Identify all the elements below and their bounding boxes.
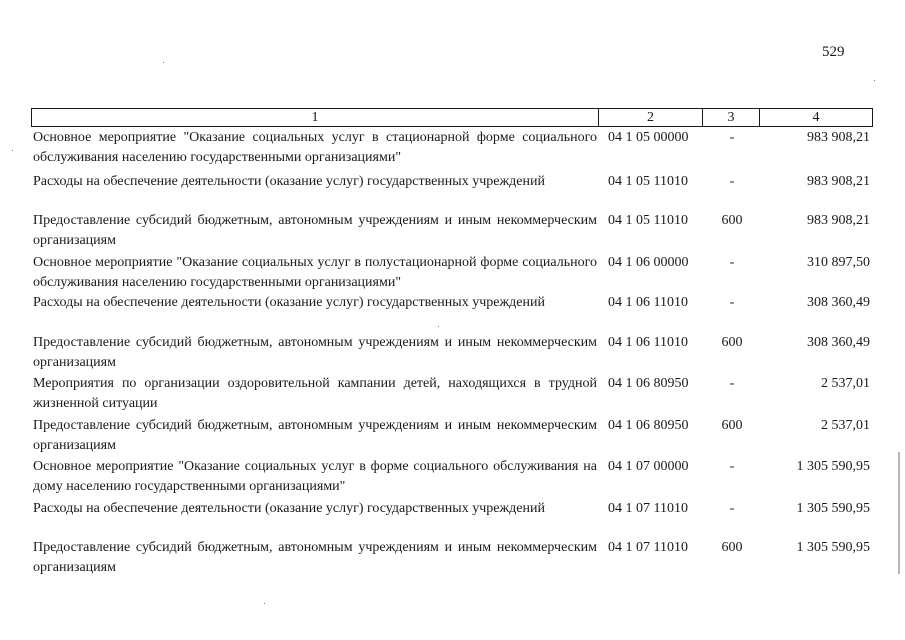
row-code: 04 1 05 00000: [608, 130, 689, 145]
scan-speck: [264, 603, 265, 604]
row-amount: 1 305 590,95: [796, 540, 870, 555]
header-col-2: 2: [599, 109, 703, 126]
row-code: 04 1 07 00000: [608, 459, 689, 474]
row-amount: 1 305 590,95: [796, 501, 870, 516]
row-name: Основное мероприятие "Оказание социальных услуг в полустационарной форме социального обслуживания населению государственными организациями": [33, 255, 597, 290]
row-code: 04 1 06 80950: [608, 376, 689, 391]
header-col-1: 1: [32, 109, 599, 126]
row-name: Предоставление субсидий бюджетным, автономным учреждениям и иным некоммерческим организациям: [33, 418, 597, 453]
row-expense-type: -: [729, 255, 735, 270]
row-amount: 1 305 590,95: [796, 459, 870, 474]
scan-speck: [438, 326, 439, 327]
row-expense-type: 600: [721, 540, 743, 555]
row-name: Основное мероприятие "Оказание социальных услуг в форме социального обслуживания на дому населению государственными организациями": [33, 459, 597, 494]
row-code: 04 1 06 00000: [608, 255, 689, 270]
row-name: Предоставление субсидий бюджетным, автономным учреждениям и иным некоммерческим организациям: [33, 213, 597, 248]
row-name: Расходы на обеспечение деятельности (оказание услуг) государственных учреждений: [33, 501, 545, 516]
row-amount: 983 908,21: [807, 213, 870, 228]
row-expense-type: 600: [721, 335, 743, 350]
row-expense-type: -: [729, 376, 735, 391]
row-expense-type: -: [729, 174, 735, 189]
scan-speck: [12, 150, 13, 151]
row-expense-type: 600: [721, 213, 743, 228]
row-name: Расходы на обеспечение деятельности (оказание услуг) государственных учреждений: [33, 174, 545, 189]
row-code: 04 1 07 11010: [608, 501, 688, 516]
page-number: 529: [822, 44, 845, 60]
row-name: Расходы на обеспечение деятельности (оказание услуг) государственных учреждений: [33, 295, 545, 310]
row-name: Мероприятия по организации оздоровительной кампании детей, находящихся в трудной жизненной ситуации: [33, 376, 597, 411]
scan-speck: [163, 62, 164, 63]
row-code: 04 1 06 11010: [608, 335, 688, 350]
row-amount: 308 360,49: [807, 335, 870, 350]
row-amount: 2 537,01: [821, 376, 870, 391]
row-expense-type: 600: [721, 418, 743, 433]
row-code: 04 1 07 11010: [608, 540, 688, 555]
row-amount: 308 360,49: [807, 295, 870, 310]
table-header: [31, 108, 873, 127]
row-code: 04 1 06 80950: [608, 418, 689, 433]
scan-speck: [874, 80, 875, 81]
header-col-4: 4: [812, 110, 820, 125]
row-name: Предоставление субсидий бюджетным, автономным учреждениям и иным некоммерческим организациям: [33, 540, 597, 575]
scan-edge-mark: [898, 452, 900, 574]
row-code: 04 1 06 11010: [608, 295, 688, 310]
row-code: 04 1 05 11010: [608, 213, 688, 228]
row-code: 04 1 05 11010: [608, 174, 688, 189]
row-name: Предоставление субсидий бюджетным, автономным учреждениям и иным некоммерческим организациям: [33, 335, 597, 370]
row-name: Основное мероприятие "Оказание социальных услуг в стационарной форме социального обслуживания населению государственными организациями": [33, 130, 597, 165]
row-expense-type: -: [729, 501, 735, 516]
row-amount: 983 908,21: [807, 174, 870, 189]
row-amount: 2 537,01: [821, 418, 870, 433]
row-expense-type: -: [729, 130, 735, 145]
row-amount: 310 897,50: [807, 255, 870, 270]
row-expense-type: -: [729, 295, 735, 310]
row-amount: 983 908,21: [807, 130, 870, 145]
row-expense-type: -: [729, 459, 735, 474]
header-col-3: 3: [703, 109, 760, 126]
